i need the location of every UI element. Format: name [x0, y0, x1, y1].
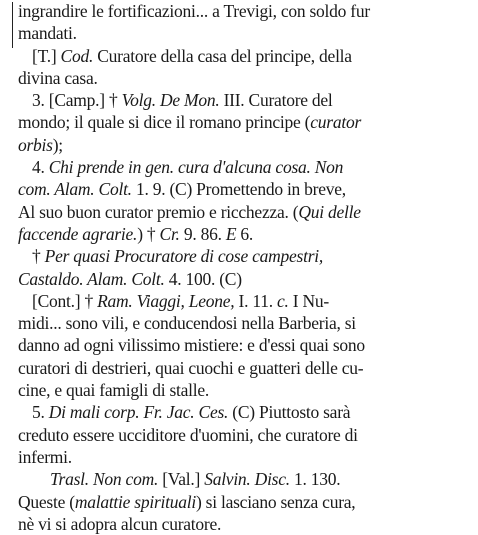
text-segment: ) si lasciano senza cura,: [195, 491, 356, 512]
text-segment: 9. 86.: [179, 223, 226, 244]
text-line: [18, 223, 470, 245]
text-line: [18, 424, 470, 446]
text-segment: );: [52, 134, 63, 155]
text-segment: cine, e quai famigli di stalle.: [18, 380, 210, 401]
text-segment: divina casa.: [18, 67, 98, 88]
text-segment: nè vi si adopra alcun curatore.: [18, 513, 222, 534]
italic-text-segment: Per quasi Procuratore di cose campestri,: [44, 246, 324, 267]
text-line: [18, 379, 470, 401]
text-line: [18, 334, 470, 356]
italic-text-segment: com. Alam. Colt.: [18, 179, 132, 200]
italic-text-segment: E: [225, 223, 237, 244]
text-line: [18, 357, 470, 379]
margin-rule: [12, 2, 13, 48]
text-segment: ingrandire le fortificazioni... a Trevigi, con soldo fur: [18, 1, 370, 21]
text-segment: Queste (: [18, 491, 75, 512]
text-segment: 4.: [32, 157, 49, 178]
text-segment: mandati.: [18, 23, 77, 44]
italic-text-segment: Qui delle: [298, 201, 361, 222]
text-line: [18, 446, 470, 468]
italic-text-segment: malattie spirituali: [74, 491, 196, 512]
text-line: [18, 201, 470, 223]
text-segment: 1. 130.: [289, 469, 341, 490]
text-line: [18, 468, 470, 490]
text-segment: [Val.]: [158, 469, 205, 490]
italic-text-segment: Salvin. Disc.: [204, 469, 290, 490]
italic-text-segment: Cod.: [60, 45, 94, 66]
text-segment: [Cont.] †: [32, 290, 98, 311]
text-line: [18, 245, 470, 267]
text-line: [18, 491, 470, 513]
text-segment: creduto essere ucciditore d'uomini, che curatore di: [18, 424, 358, 445]
text-segment: danno ad ogni vilissimo mistiere: e d'essi quai sono: [18, 335, 365, 356]
text-segment: 1. 9. (C) Promettendo in breve,: [131, 179, 346, 200]
italic-text-segment: Castaldo. Alam. Colt.: [18, 268, 165, 289]
italic-text-segment: Ram. Viaggi, Leone,: [97, 290, 235, 311]
text-segment: [T.]: [32, 45, 61, 66]
text-line: [18, 401, 470, 423]
italic-text-segment: Di mali corp. Fr. Jac. Ces.: [48, 402, 229, 423]
text-segment: †: [32, 246, 45, 267]
text-segment: I. 11.: [234, 290, 277, 311]
text-segment: Curatore della casa del principe, della: [93, 45, 352, 66]
text-segment: 3. [Camp.] †: [32, 90, 122, 111]
text-segment: curatori di destrieri, quai cuochi e guatteri delle cu-: [18, 357, 364, 378]
text-line: [18, 134, 470, 156]
text-segment: III. Curatore del: [219, 90, 333, 111]
text-segment: I Nu-: [288, 290, 329, 311]
text-line: [18, 290, 470, 312]
text-segment: 4. 100. (C): [164, 268, 242, 289]
italic-text-segment: Volg. De Mon.: [121, 90, 220, 111]
text-line: [18, 22, 470, 44]
text-segment: Al suo buon curator premio e ricchezza. (: [18, 201, 299, 222]
dictionary-entry-text: [18, 0, 470, 535]
text-line: [18, 111, 470, 133]
text-line: [18, 312, 470, 334]
text-line: [18, 67, 470, 89]
text-line: [18, 268, 470, 290]
text-segment: mondo; il quale si dice il romano principe (: [18, 112, 311, 133]
text-segment: infermi.: [18, 446, 72, 467]
italic-text-segment: orbis: [18, 134, 53, 155]
text-segment: ) †: [137, 223, 160, 244]
text-segment: 6.: [236, 223, 254, 244]
text-segment: (C) Piuttosto sarà: [228, 402, 351, 423]
italic-text-segment: faccende agrarie.: [18, 223, 138, 244]
italic-text-segment: Chi prende in gen. cura d'alcuna cosa. Non: [48, 157, 344, 178]
text-segment: midi... sono vili, e conducendosi nella Barberia, si: [18, 313, 356, 334]
text-line: [18, 156, 470, 178]
text-line: [18, 0, 470, 22]
text-line: [18, 513, 470, 535]
italic-text-segment: Trasl. Non com.: [50, 469, 159, 490]
text-segment: 5.: [32, 402, 49, 423]
italic-text-segment: curator: [310, 112, 362, 133]
text-line: [18, 178, 470, 200]
italic-text-segment: c.: [276, 290, 289, 311]
text-line: [18, 89, 470, 111]
italic-text-segment: Cr.: [159, 223, 180, 244]
text-line: [18, 45, 470, 67]
